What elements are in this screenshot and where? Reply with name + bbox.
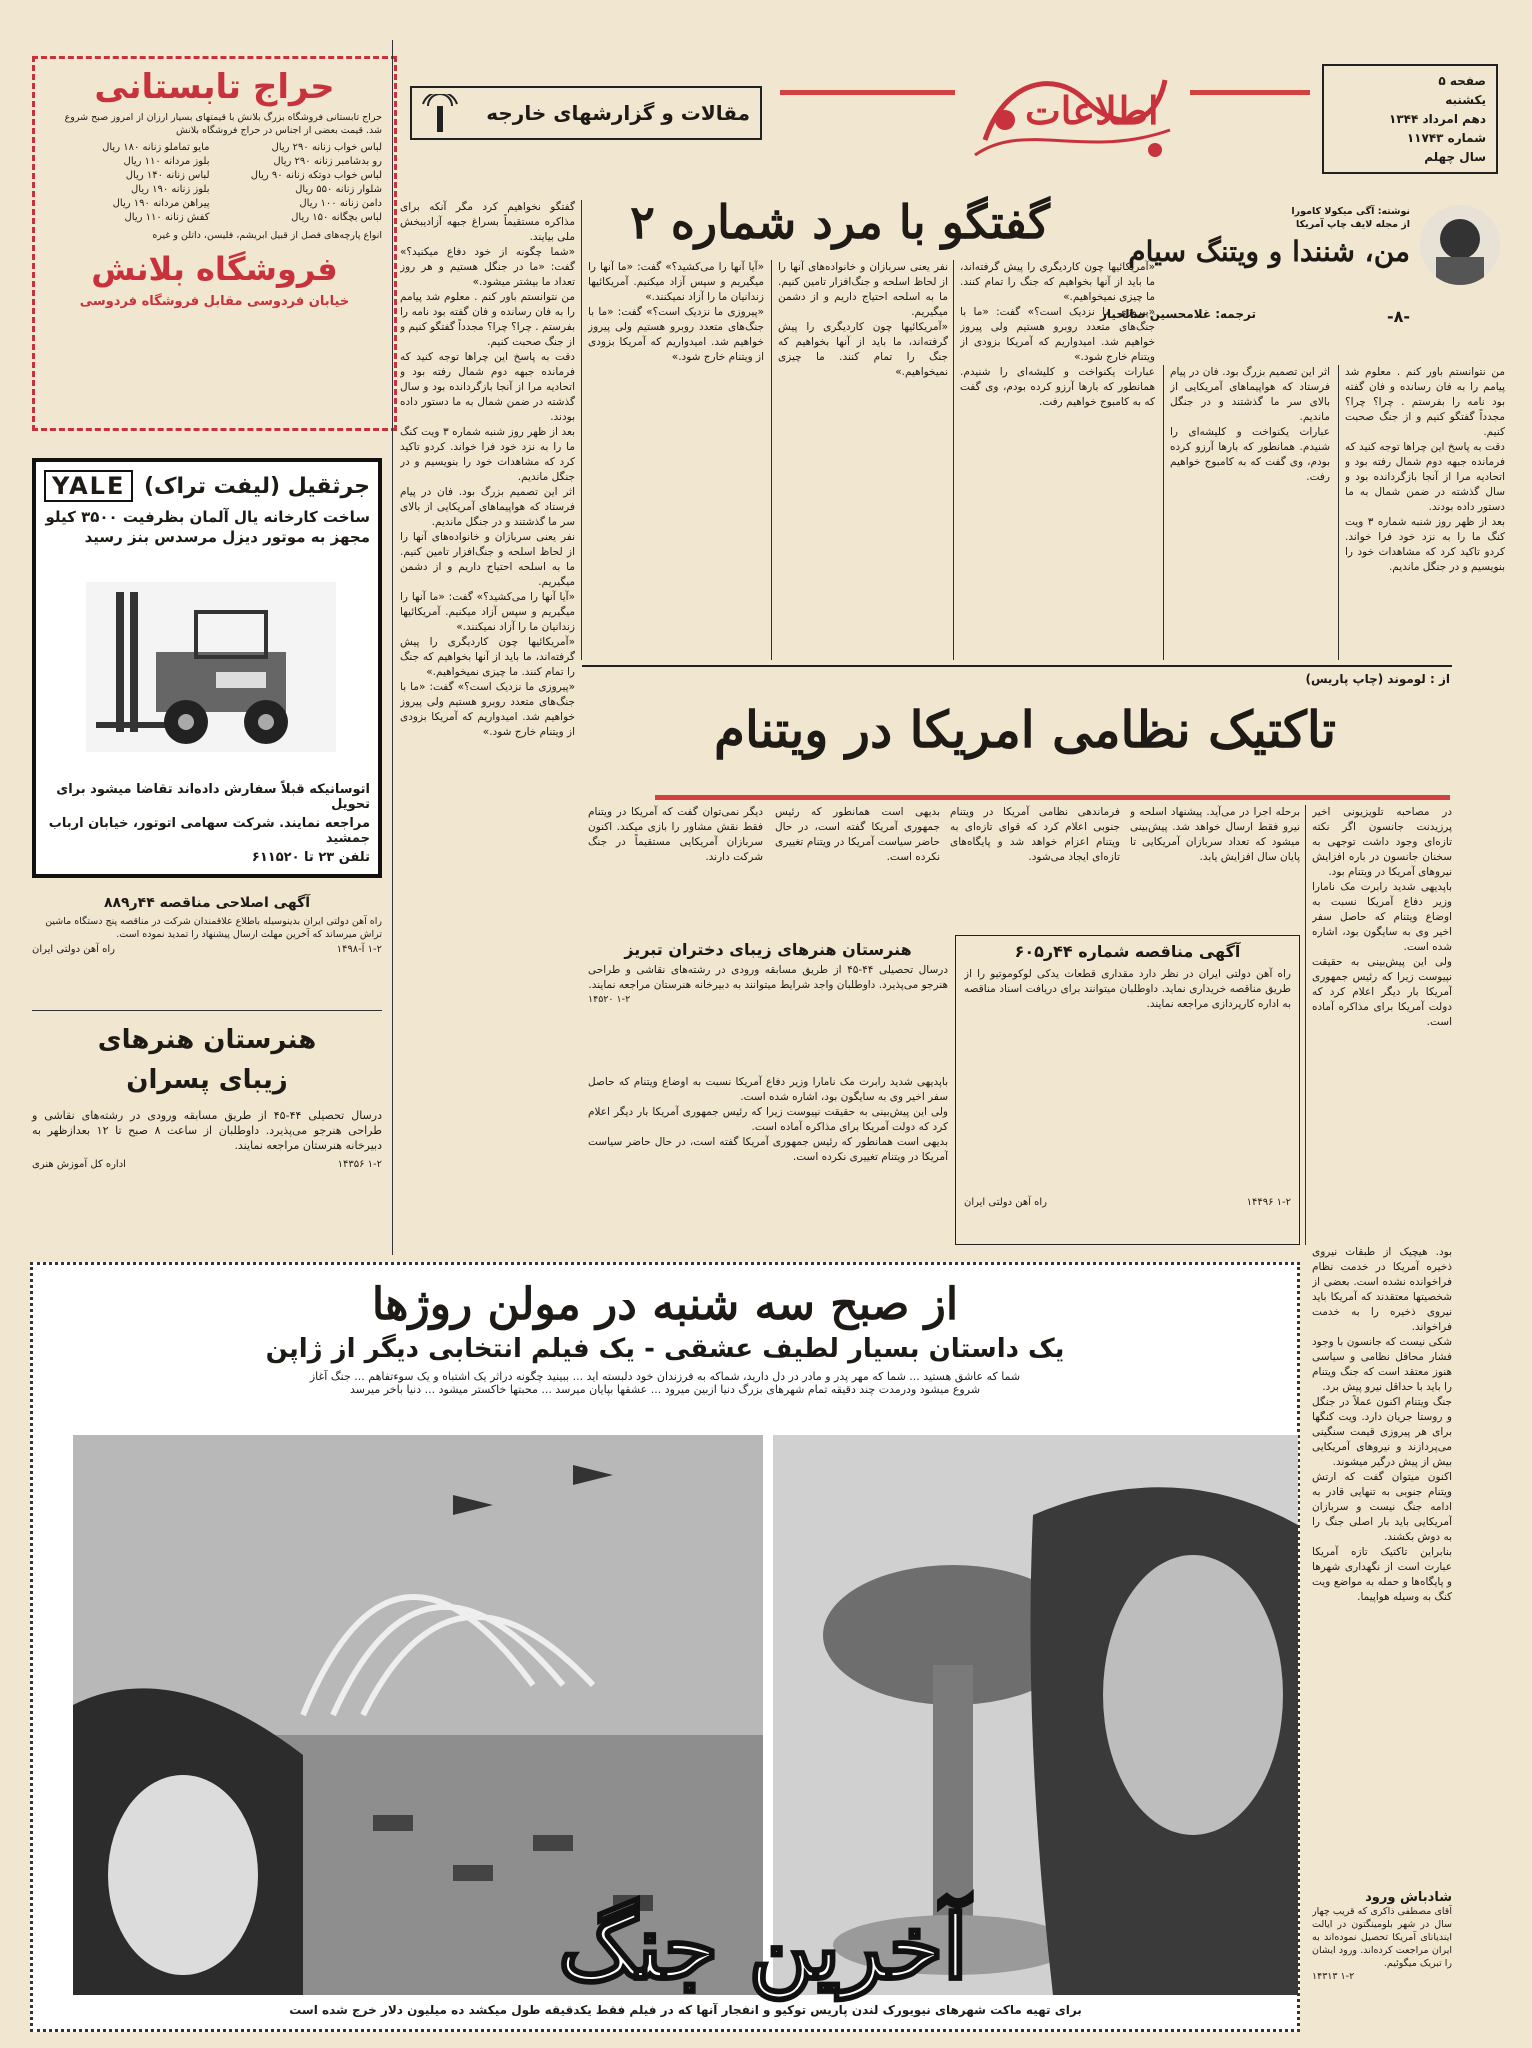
yale-brand: YALE [44, 470, 133, 502]
column-rule [1305, 805, 1306, 1245]
film-name-big: آخرین جنگ [558, 1895, 968, 1999]
rail-text: راه آهن دولتی ایران بدینوسیله باطلاع علاقمندان شرکت در مناقصه پنج دستگاه ماشین تراش میرساند که آخرین مهلت ارسال پیشنهاد را تمدید نموده است. [45, 916, 382, 940]
series-part: -۸- [1386, 307, 1410, 326]
issue-info-box [1322, 64, 1498, 174]
section-banner-text: مقالات و گزارشهای خارجه [486, 101, 750, 125]
reporter-photo [1420, 205, 1500, 285]
rail-title: آگهی اصلاحی مناقصه ۴۴ر۸۸۹ [103, 895, 311, 911]
film-caption: برای تهیه ماکت شهرهای نیویورک لندن پاریس توکیو و انفجار آنها که در فیلم فقط یکدقیقه طول میکشد ده میلیون دلار خرج شده است [289, 2003, 1082, 2017]
series-col-6: گفتگو نخواهیم کرد مگر آنکه برای مذاکره مستقیماً بسراغ جبهه آزادیبخش ملی بیایند. «شما چگونه از خود دفاع میکنید؟» گفت: «ما در جنگل هستیم و هر روز تعداد ما بیشتر میشود.» من نتوانستم باور کنم . معلوم شد پیامم را به فان رسانده و فان گفته بود نامه را بفرستم . چرا؟ چرا؟ مجدداً گفتگو کنیم و از جنگ صحبت کنیم. دقت به پاسخ این چراها توجه کنید که فرمانده جبهه دوم شمال رفته بود و اتحادیه مرا از آنجا بازگردانده بود و سال گذشته در ضمن شمال به ما دستور داده بودند. بعد از ظهر روز شنبه شماره ۳ ویت کنگ ما را به نزد خود فرا خواند. کردو تاکید کرد که مشاهدات خود را بنویسیم و در جنگل ماندیم. اثر این تصمیم بزرگ بود. فان در پیام فرستاد که هواپیماهای آمریکایی از بالای سر ما گذشتند و در جنگل ماندیم. نفر یعنی سربازان و خانواده‌های آنها را از لحاظ اسلحه و جنگ‌افزار تامین کنیم. ما به اسلحه احتیاج داریم و از دشمن میگیریم. «آیا آنها را می‌کشید؟» گفت: «ما آنها را میگیریم و سپس آزاد میکنیم. آمریکائیها زندانیان ما را آزاد نمیکنند.» «آمریکائیها چون کاردیگری را پیش گرفته‌اند، ما باید از آنها بخواهیم که جنگ را تمام کنند. ما چیزی نمیخواهیم.» «پیروزی ما نزدیک است؟» گفت: «ما با جنگ‌های متعدد روبرو هستیم ولی پیروز خواهیم شد. امیدواریم که آمریکا بزودی از ویتنام خارج شود.» [400, 201, 575, 738]
film-desc-2: شروع میشود ودرمدت چند دقیقه تمام شهرهای بزرگ دنیا ازبین میرود ... عشقها بپایان میرسد ... محبتها خاکستر میشود ... دنیا باخر میرسد [349, 1383, 981, 1396]
column-rule [771, 260, 772, 660]
section-banner [410, 86, 762, 140]
film-desc-1: شما که عاشق هستید ... شما که مهر پدر و مادر در دل دارید، شماکه به فرزندان خود دلبسته اید ... ببینید چگونه دراثر یک اشتباه و یک سوءتفاهم ... جنگ آغاز [309, 1370, 1021, 1383]
yale-order: اتوسانیکه قبلاً سفارش داده‌اند تقاضا میشود برای تحویل [56, 782, 370, 812]
sale-item: لباس خواب دوتکه زنانه ۹۰ ریال [250, 170, 382, 181]
school-code: ۱-۲ ۱۴۳۵۶ [337, 1159, 382, 1170]
arrival-text: آقای مصطفی ذاکری که قریب چهار سال در شهر بلومینگتون در ایالت ایندیانای آمریکا تحصیل نموده‌اند به ایران مراجعت کرده‌اند. ورود ایشان را تبریک میگوئیم. [1312, 1906, 1452, 1969]
series-header [1100, 195, 1500, 360]
blanche-sale-ad [32, 56, 397, 431]
issue-page: صفحه ۵ [1438, 74, 1486, 88]
tender-notice [955, 935, 1300, 1245]
school-title: هنرستان هنرهای زیبای پسران [97, 1025, 317, 1095]
article2-headline: تاکتیک نظامی امریکا در ویتنام [714, 700, 1336, 759]
series-headline: گفتگو با مرد شماره ۲ [630, 195, 1050, 249]
yale-company: مراجعه نمایند. شرکت سهامی اتوتور، خیابان ارباب جمشید [48, 816, 370, 846]
sale-item: لباس زنانه ۱۴۰ ریال [125, 170, 210, 181]
sale-store-address: خیابان فردوسی مقابل فروشگاه فردوسی [79, 294, 350, 309]
series-col-5: «آیا آنها را می‌کشید؟» گفت: «ما آنها را میگیریم و سپس آزاد میکنیم. آمریکائیها زندانیان ما را آزاد نمیکنند.» «پیروزی ما نزدیک است؟» گفت: «ما با جنگ‌های متعدد روبرو هستیم ولی پیروز خواهیم شد. امیدواریم که آمریکا بزودی از ویتنام خارج شود.» [588, 261, 764, 363]
series-col-4: نفر یعنی سربازان و خانواده‌های آنها را از لحاظ اسلحه و جنگ‌افزار تامین کنیم. ما به اسلحه احتیاج داریم و از دشمن میگیریم. «آمریکائیها چون کاردیگری را پیش گرفته‌اند، ما باید از آنها بخواهیم که جنگ را تمام کنند. ما چیزی نمیخواهیم.» [778, 261, 948, 378]
series-author: نوشته: آگی میکولا کامورا [1291, 206, 1410, 217]
arrival-notice [1312, 1890, 1452, 2015]
issue-year: سال چهلم [1424, 150, 1486, 164]
tender-code: ۱-۲ ۱۴۴۹۶ [1246, 1197, 1291, 1208]
sale-item: شلوار زنانه ۵۵۰ ریال [295, 184, 382, 195]
article2-col-1: در مصاحبه تلویزیونی اخیر پرزیدنت جانسون اگر نکته تازه‌ای وجود داشت توجهی به سخنان جانسون در باره افزایش نیروهای آمریکا در ویتنام بود. باپدیهی شدید رابرت مک نامارا وزیر دفاع آمریکا نسبت به اوضاع ویتنام که حاصل سفر اخیر وی به سایگون بود، اشاره شده است. ولی این پیش‌بینی به حقیقت نپیوست زیرا که رئیس جمهوری آمریکا بار دیگر اعلام کرد که دولت آمریکا برای مذاکره آماده است. [1312, 806, 1452, 1028]
sale-item: کفش زنانه ۱۱۰ ریال [124, 212, 210, 223]
arrival-code: ۱-۲ ۱۴۳۱۳ [1312, 1971, 1355, 1982]
girls-code: ۱-۲ ۱۴۵۲۰ [588, 994, 631, 1005]
logo-text: اطلاعات [1025, 88, 1159, 133]
series-source: از مجله لایف چاپ آمریکا [1296, 219, 1410, 230]
yale-phone: تلفن ۲۳ تا ۶۱۱۵۲۰ [251, 850, 370, 865]
sale-intro: حراج تابستانی فروشگاه بزرگ بلانش با قیمتهای بسیار ارزان از امروز صبح شروع شد. قیمت بعضی از اجناس در حراج فروشگاه بلانش [64, 112, 382, 136]
yale-forklift-ad [32, 458, 382, 878]
arrival-title: شادباش ورود [1365, 1890, 1452, 1905]
yale-title: جرثقیل (لیفت تراک) [143, 473, 370, 499]
sale-title: حراج تابستانی [94, 67, 335, 107]
sale-item: لباس خواب زنانه ۲۹۰ ریال [271, 142, 382, 153]
school-sign: اداره کل آموزش هنری [32, 1159, 126, 1170]
school-text: درسال تحصیلی ۴۴-۴۵ از طریق مسابقه ورودی در رشته‌های نقاشی و طراحی هنرجو می‌پذیرد. داوطلبان از ساعت ۸ صبح تا ۱۲ بعدازظهر به دبیرخانه هنرستان مراجعه نمایند. [32, 1109, 382, 1152]
series-title: من، شنندا و ویتنگ سیام [1128, 235, 1410, 268]
film-ad [30, 1262, 1300, 2032]
masthead-rule-left [780, 90, 955, 95]
film-subtitle: یک داستان بسیار لطیف عشقی - یک فیلم انتخابی دیگر از ژاپن [265, 1334, 1065, 1364]
film-title: از صبح سه شنبه در مولن روژها [371, 1279, 959, 1330]
sale-item: بلوز زنانه ۱۹۰ ریال [131, 184, 210, 195]
forklift-icon [86, 582, 336, 752]
girls-art-school-notice [588, 940, 948, 1065]
article2-col-2: برحله اجرا در می‌آید. پیشنهاد اسلحه و نیرو فقط ارسال خواهد شد. پیش‌بینی میشود که تعداد سربازان آمریکایی تا پایان سال افزایش یابد. [1130, 806, 1300, 863]
issue-weekday: یکشنبه [1445, 93, 1486, 107]
series-col-1: من نتوانستم باور کنم . معلوم شد پیامم را به فان رسانده و فان گفته بود نامه را بفرستم . چرا؟ چرا؟ مجدداً گفتگو کنیم و از جنگ صحبت کنیم. دقت به پاسخ این چراها توجه کنید که فرمانده جبهه دوم شمال رفته بود و اتحادیه مرا از آنجا بازگردانده بود و سال گذشته در ضمن شمال به ما دستور داده بودند. بعد از ظهر روز شنبه شماره ۳ ویت کنگ ما را به نزد خود فرا خواند. کردو تاکید کرد که مشاهدات خود را بنویسیم و در جنگل ماندیم. [1345, 366, 1505, 573]
forklift-illustration [86, 582, 336, 752]
boys-art-school-notice [32, 1020, 382, 1230]
right-column-text: بود. هیچیک از طبقات نیروی ذخیره آمریکا در خدمت نظام فراخوانده نشده است. بعضی از شخصیتها معتقدند که آمریکا باید نیروی ذخیره را به خدمت فراخواند. شکی نیست که جانسون با وجود فشار محافل نظامی و سیاسی هنوز معتقد است که جنگ ویتنام را باید با حداقل نیرو پیش برد. جنگ ویتنام اکنون عملاً در جنگل و روستا جریان دارد. ویت کنگها برای هر پیروزی قیمت سنگینی می‌پردازند و نیروهای آمریکایی بیش از پیش درگیر میشوند. اکنون میتوان گفت که ارتش ویتنام جنوبی به تنهایی قادر به ادامه جنگ نیست و سربازان آمریکایی باید بار اصلی جنگ را به دوش بکشند. بنابراین تاکتیک تازه آمریکا عبارت است از نگهداری شهرها و پایگاه‌ها و حمله به مواضع ویت کنگ به وسیله هواپیما. [1312, 1246, 1452, 1603]
reporter-portrait-icon [1420, 205, 1500, 285]
column-rule [581, 200, 582, 660]
column-rule [392, 40, 393, 1255]
rail-corrective-notice [32, 895, 382, 995]
sale-item: بلوز مردانه ۱۱۰ ریال [123, 156, 210, 167]
column-rule [1163, 365, 1164, 660]
issue-number: شماره ۱۱۷۴۳ [1406, 131, 1486, 145]
rail-sign: راه آهن دولتی ایران [32, 944, 115, 955]
sale-item: رو بدشامبر زنانه ۲۹۰ ریال [273, 156, 382, 167]
masthead-logo [965, 60, 1180, 170]
article2-col-5: دیگر نمی‌توان گفت که آمریکا در ویتنام فقط نقش مشاور را بازی میکند. اکنون سربازان آمریکایی مستقیماً در جنگ شرکت دارند. [588, 806, 763, 863]
series-col-3: «آمریکائیها چون کاردیگری را پیش گرفته‌اند، ما باید از آنها بخواهیم که جنگ را تمام کنند. ما چیزی نمیخواهیم.» «پیروزی ما نزدیک است؟» گفت: «ما با جنگ‌های متعدد روبرو هستیم ولی پیروز خواهیم شد. امیدواریم که آمریکا بزودی از ویتنام خارج شود.» عبارات یکنواخت و کلیشه‌ای را شنیدم. همانطور که بارها آرزو کرده بودم، وی گفت که به کامبوج خواهیم رفت. [960, 261, 1155, 408]
sale-item: پیراهن مردانه ۱۹۰ ریال [112, 198, 210, 209]
yale-line1: ساخت کارخانه یال آلمان بظرفیت ۳۵۰۰ کیلو [45, 508, 370, 526]
sale-items-list [47, 141, 382, 225]
rail-code: ۱-۲ آ-۱۴۹۸ [336, 944, 382, 955]
radio-tower-icon [420, 94, 460, 134]
issue-date: دهم امرداد ۱۳۴۴ [1389, 112, 1486, 126]
yale-line2: مجهز به موتور دیزل مرسدس بنز رسید [84, 528, 370, 546]
divider [32, 1010, 382, 1011]
article2-col-3: فرماندهی نظامی آمریکا در ویتنام جنوبی اعلام کرد که قوای تازه‌ای به ویتنام اعزام خواهد شد و پایگاه‌های تازه‌ای ایجاد می‌شود. [950, 806, 1120, 863]
article2-underline [655, 795, 1450, 800]
girls-title: هنرستان هنرهای زیبای دختران تبریز [624, 940, 912, 959]
sale-item: دامن زنانه ۱۰۰ ریال [299, 198, 382, 209]
tender-title: آگهی مناقصه شماره ۴۴ر۶۰۵ [1014, 942, 1241, 961]
sale-footer: انواع پارچه‌های فصل از قبیل ابریشم، فلیسن، داتلن و غیره [152, 230, 382, 241]
girls-text: درسال تحصیلی ۴۴-۴۵ از طریق مسابقه ورودی در رشته‌های نقاشی و طراحی هنرجو می‌پذیرد. داوطلبان واجد شرایط میتوانند به دبیرخانه هنرستان مراجعه نمایند. [588, 964, 949, 991]
sale-store-name: فروشگاه بلانش [91, 250, 338, 288]
column-rule [1338, 365, 1339, 660]
sale-item: لباس بچگانه ۱۵۰ ریال [291, 212, 382, 223]
series-col-2: اثر این تصمیم بزرگ بود. فان در پیام فرستاد که هواپیماهای آمریکایی از بالای سر ما گذشتند و در جنگل ماندیم. عبارات یکنواخت و کلیشه‌ای را شنیدم. همانطور که بارها آرزو کرده بودم، وی گفت که به کامبوج خواهیم رفت. [1170, 366, 1330, 483]
tender-sign: راه آهن دولتی ایران [964, 1197, 1047, 1208]
masthead-rule-right [1190, 90, 1310, 95]
series-translator: ترجمه: غلامحسین صالحیار [1100, 307, 1256, 321]
tender-text: راه آهن دولتی ایران در نظر دارد مقداری قطعات یدکی لوکوموتیو را از طریق مناقصه خریداری نماید. داوطلبان میتوانند برای دریافت اسناد مناقصه به اداره کارپردازی مراجعه نمایند. [964, 968, 1291, 1010]
article2-col-6: باپدیهی شدید رابرت مک نامارا وزیر دفاع آمریکا نسبت به اوضاع ویتنام که حاصل سفر اخیر وی به سایگون بود، اشاره شده است. ولی این پیش‌بینی به حقیقت نپیوست زیرا که رئیس جمهوری آمریکا بار دیگر اعلام کرد که دولت آمریکا برای مذاکره آماده است. بدیهی است همانطور که رئیس جمهوری آمریکا گفته است، در حال حاضر سیاست آمریکا در ویتنام تغییری نکرده است. [588, 1076, 948, 1163]
column-rule [953, 260, 954, 660]
article-divider [582, 665, 1452, 667]
article2-source: از : لوموند (چاپ پاریس) [1305, 672, 1450, 686]
article2-col-4: بدیهی است همانطور که رئیس جمهوری آمریکا گفته است، در حال حاضر سیاست آمریکا در ویتنام تغییری نکرده است. [775, 806, 940, 863]
sale-item: مایو تماملو زنانه ۱۸۰ ریال [102, 142, 210, 153]
